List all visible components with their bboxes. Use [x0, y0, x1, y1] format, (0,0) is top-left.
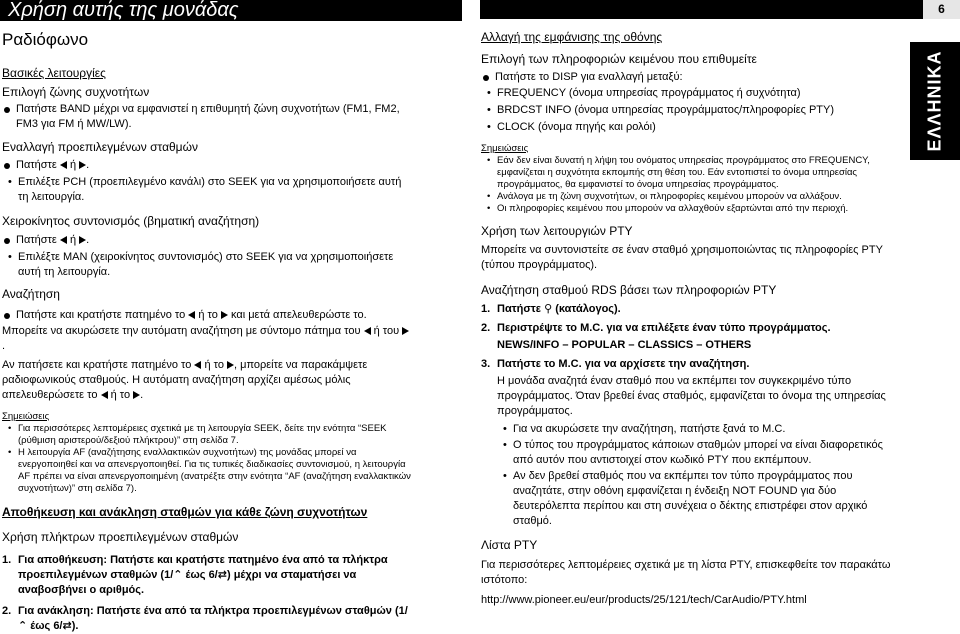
skip-text-a: Αν πατήσετε και κρατήστε πατημένο το — [2, 359, 192, 371]
left-arrow-icon — [188, 311, 195, 319]
skip-or: ή το — [204, 359, 224, 371]
left-arrow-icon — [364, 327, 371, 335]
cancel-or: ή του — [373, 325, 400, 337]
step-recall: 2. Για ανάκληση: Πατήστε ένα από τα πλήκτρα προεπιλεγμένων σταθμών (1/⌃ έως 6/⇄). — [2, 605, 408, 632]
rds-step-3-text: Πατήστε το M.C. για να αρχίσετε την αναζήτηση. — [497, 358, 750, 370]
pty-list-text: Για περισσότερες λεπτομέρειες σχετικά με τη λίστα PTY, επισκεφθείτε τον παρακάτω ιστότοπο: — [481, 559, 891, 586]
heading-basic: Βασικές λειτουργίες — [2, 66, 106, 80]
step-recall-text: Για ανάκληση: Πατήστε ένα από τα πλήκτρα προεπιλεγμένων σταθμών (1/ — [18, 605, 408, 617]
band-instruction: Πατήστε BAND μέχρι να εμφανιστεί η επιθυμητή ζώνη συχνοτήτων (FM1, FM2, FM3 για FM ή MW/LW). — [2, 102, 412, 132]
pty-categories: NEWS/INFO – POPULAR – CLASSICS – OTHERS — [497, 339, 752, 351]
note-region: • Οι πληροφορίες κειμένου που μπορούν να αλλαχθούν εξαρτώνται από την περιοχή. — [481, 203, 901, 215]
heading-search: Αναζήτηση — [2, 287, 60, 301]
skip-stations-text: Αν πατήσετε και κρατήστε πατημένο το ή το , μπορείτε να παρακάμψετε ραδιοφωνικούς σταθμούς. Η αυτόματη αναζήτηση αρχίζει αμέσως μόλις απελευθερώσετε το ή το . — [2, 359, 368, 401]
skip-or-2: ή το — [110, 389, 131, 401]
search-hold-text: Πατήστε και κρατήστε πατημένο το — [16, 309, 186, 321]
page-number: 6 — [923, 0, 960, 19]
left-column — [2, 28, 412, 634]
note-af: • Η λειτουργία AF (αναζήτησης εναλλακτικών συχνοτήτων) της μονάδας μπορεί να ενεργοποιηθεί και να απενεργοποιηθεί. Για τις τυπικές διαδικασίες συντονισμού, η λειτουργία AF πρέπει να είναι απενεργοποιημένη (ανατρέξτε στην ενότητα “AF (αναζήτηση εναλλακτικών συχνοτήτων)” στη σελίδα 7). — [2, 447, 412, 495]
heading-manual: Χειροκίνητος συντονισμός (βηματική αναζήτηση) — [2, 214, 260, 228]
note-band-text: • Ανάλογα με τη ζώνη συχνοτήτων, οι πληροφορίες κειμένου μπορούν να αλλάξουν. — [481, 191, 901, 203]
preset-press-line: Πατήστε ή . — [2, 158, 412, 173]
disp-instruction: Πατήστε το DISP για εναλλαγή μεταξύ: — [481, 70, 901, 85]
cancel-search-text: Μπορείτε να ακυρώσετε την αυτόματη αναζήτηση με σύντομο πάτημα του ή του . — [2, 324, 412, 354]
search-icon: ⚲ — [544, 303, 553, 315]
rds-step-3 — [481, 357, 901, 372]
search-hold-line — [2, 308, 412, 323]
rds-bullet-type — [481, 438, 901, 468]
left-arrow-icon — [60, 161, 67, 169]
left-arrow-icon — [194, 361, 201, 369]
step-number: 3. — [481, 358, 491, 370]
rds-bullet-cancel — [481, 422, 901, 437]
or-label: ή — [69, 159, 77, 171]
note-frequency: • Εάν δεν είναι δυνατή η λήψη του ονόματος υπηρεσίας προγράμματος στο FREQUENCY, εμφανίζεται η συχνότητα εκπομπής στη θέση του. Εάν εντοπιστεί το όνομα υπηρεσίας προγράμματος, θα εμφανιστεί το όνομα υπηρεσίας προγράμματος. — [481, 155, 901, 191]
rds-step-2-text: Περιστρέψτε το M.C. για να επιλέξετε έναν τύπο προγράμματος. — [497, 322, 831, 334]
or-label: ή — [69, 234, 77, 246]
rds-step-1-list: (κατάλογος). — [555, 303, 621, 315]
right-arrow-icon — [133, 391, 140, 399]
step-recall-end: ). — [71, 620, 79, 632]
step-number: 1. — [481, 303, 491, 315]
notes-heading-right: Σημειώσεις — [481, 143, 529, 154]
language-tab — [910, 42, 960, 160]
rds-step-2 — [481, 321, 901, 336]
heading-display: Αλλαγή της εμφάνισης της οθόνης — [481, 30, 663, 44]
note-seek: • Για περισσότερες λεπτομέρειες σχετικά με τη λειτουργία SEEK, δείτε την ενότητα “SEEK (ρύθμιση αριστερού/δεξιού πλήκτρου)” στη σελίδα 7. — [2, 423, 412, 447]
step-store: 1. Για αποθήκευση: Πατήστε και κρατήστε πατημένο ένα από τα πλήκτρα προεπιλεγμένων σταθμών (1/⌃ έως 6/⇄) μέχρι να σταματήσει να αναβοσβήνει ο αριθμός. — [2, 554, 388, 596]
header-bar — [0, 0, 462, 21]
language-tab-label: ΕΛΛΗΝΙΚΑ — [924, 50, 945, 152]
right-arrow-icon — [221, 311, 228, 319]
right-column — [481, 30, 901, 608]
search-hold-release: και μετά απελευθερώστε το. — [230, 309, 367, 321]
heading-pty-list: Λίστα PTY — [481, 538, 538, 552]
heading-preset-switch: Εναλλαγή προεπιλεγμένων σταθμών — [2, 140, 198, 154]
left-arrow-icon — [101, 391, 108, 399]
step-store-text: Για αποθήκευση: Πατήστε και κρατήστε πατημένο ένα από τα πλήκτρα προεπιλεγμένων σταθμών (1/ — [18, 554, 388, 581]
disp-option-clock: • CLOCK (όνομα πηγής και ρολόι) — [481, 120, 901, 135]
heading-pty: Χρήση των λειτουργιών PTY — [481, 224, 633, 238]
step-store-end: ) μέχρι να σταματήσει να αναβοσβήνει ο αριθμός. — [18, 569, 357, 596]
rds-step-1-text: Πατήστε — [497, 303, 541, 315]
rds-step-3-body: Η μονάδα αναζητά έναν σταθμό που να εκπέμπει τον συγκεκριμένο τύπο προγράμματος. Όταν βρεθεί ένας σταθμός, εμφανίζεται το όνομα της υπηρεσίας προγράμματος. — [497, 375, 886, 417]
heading-preset-keys: Χρήση πλήκτρων προεπιλεγμένων σταθμών — [2, 530, 239, 544]
step-number: 2. — [481, 322, 491, 334]
rds-bullet-type-text: • Ο τύπος του προγράμματος κάποιων σταθμών μπορεί να είναι διαφορετικός από αυτόν που αντιστοιχεί στον κωδικό PTY που εκπέμπουν. — [497, 438, 901, 468]
skip-text-c: , μπορείτε να παρακάμψετε ραδιοφωνικούς σταθμούς. Η αυτόματη αναζήτηση αρχίζει αμέσως μόλις απελευθερώσετε το — [2, 359, 368, 401]
heading-band: Επιλογή ζώνης συχνοτήτων — [2, 85, 150, 99]
pty-list-url[interactable]: http://www.pioneer.eu/eur/products/25/121/tech/CarAudio/PTY.html — [481, 594, 807, 606]
right-arrow-icon — [79, 236, 86, 244]
right-arrow-icon — [79, 161, 86, 169]
press-label: Πατήστε — [16, 159, 57, 171]
rds-step-1 — [481, 302, 901, 317]
disp-option-brdcst: • BRDCST INFO (όνομα υπηρεσίας προγράμματος/πληροφορίες PTY) — [481, 103, 901, 118]
rds-bullet-notfound — [481, 469, 901, 529]
left-arrow-icon — [60, 236, 67, 244]
man-note: • Επιλέξτε MAN (χειροκίνητος συντονισμός) στο SEEK για να χρησιμοποιήσετε αυτή τη λειτουργία. — [2, 250, 412, 280]
heading-select-info: Επιλογή των πληροφοριών κειμένου που επιθυμείτε — [481, 52, 757, 66]
page-title: Χρήση αυτής της μονάδας — [8, 0, 239, 21]
right-arrow-icon — [227, 361, 234, 369]
pch-note: • Επιλέξτε PCH (προεπιλεγμένο κανάλι) στο SEEK για να χρησιμοποιήσετε αυτή τη λειτουργία. — [2, 175, 412, 205]
rds-bullet-cancel-text: • Για να ακυρώσετε την αναζήτηση, πατήστε ξανά το M.C. — [497, 422, 901, 437]
section-title-radio: Ραδιόφωνο — [2, 30, 89, 49]
rds-bullet-notfound-text: • Αν δεν βρεθεί σταθμός που να εκπέμπει τον τύπο προγράμματος που αναζητάτε, στην οθόνη εμφανίζεται η ένδειξη NOT FOUND για δύο δευτερόλεπτα περίπου και στη συνέχεια ο δέκτης επιστρέφει στον αρχικό σταθμό. — [497, 469, 901, 529]
press-label: Πατήστε — [16, 234, 57, 246]
step-store-to: έως 6/ — [185, 569, 218, 581]
heading-rds-search: Αναζήτηση σταθμού RDS βάσει των πληροφοριών PTY — [481, 283, 777, 297]
notes-heading-left: Σημειώσεις — [2, 411, 50, 422]
header-bar-right — [480, 0, 925, 19]
disp-option-frequency: • FREQUENCY (όνομα υπηρεσίας προγράμματος ή συχνότητα) — [481, 86, 901, 101]
search-hold-or: ή το — [198, 309, 218, 321]
cancel-text: Μπορείτε να ακυρώσετε την αυτόματη αναζήτηση με σύντομο πάτημα του — [2, 325, 361, 337]
right-arrow-icon — [402, 327, 409, 335]
pty-description: Μπορείτε να συντονιστείτε σε έναν σταθμό χρησιμοποιώντας τις πληροφορίες PTY (τύπου προγράμματος). — [481, 244, 883, 271]
step-recall-to: έως 6/ — [30, 620, 63, 632]
manual-press-line: Πατήστε ή . — [2, 233, 412, 248]
heading-store-recall: Αποθήκευση και ανάκληση σταθμών για κάθε ζώνη συχνοτήτων — [2, 505, 368, 519]
